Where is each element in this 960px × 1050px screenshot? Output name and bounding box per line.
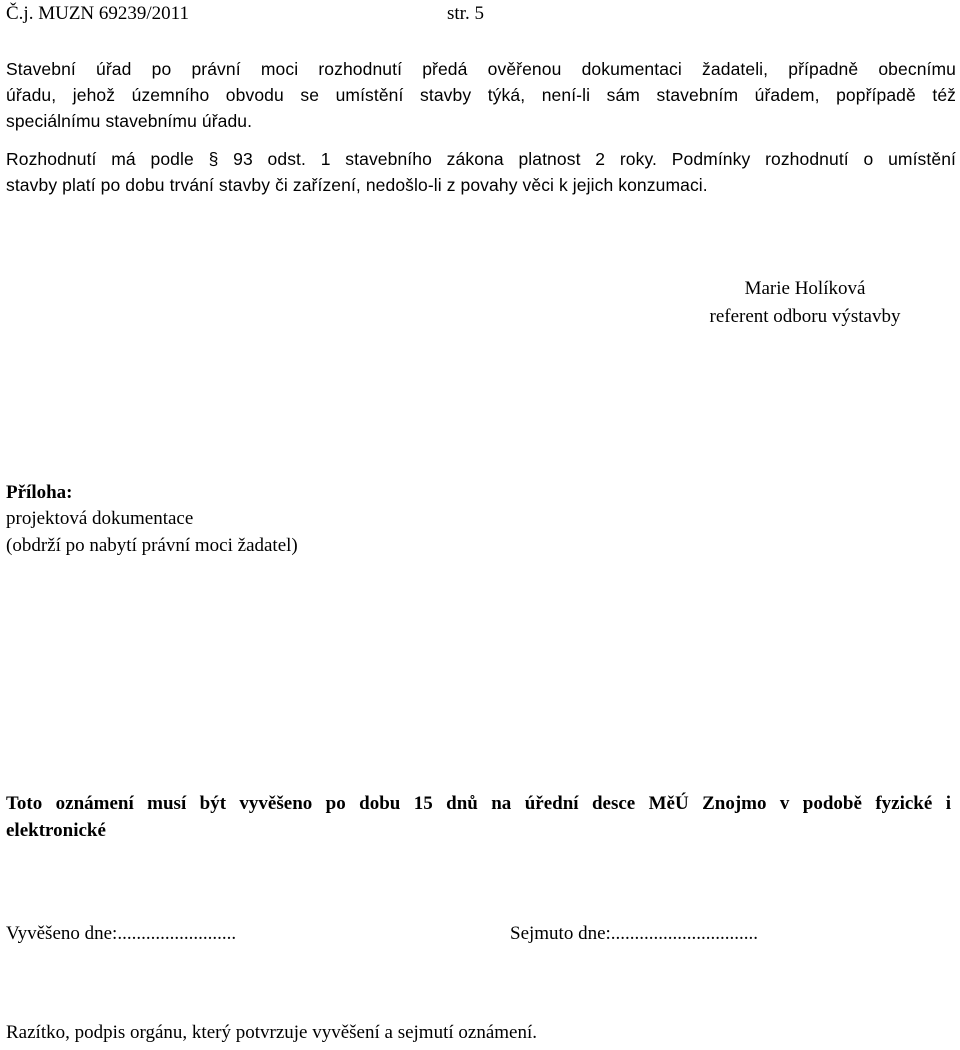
reference-number: Č.j. MUZN 69239/2011	[6, 3, 189, 24]
posted-date-field: Vyvěšeno dne:.........................	[6, 923, 237, 944]
paragraph-validity	[6, 146, 956, 198]
signatory-name: Marie Holíková	[744, 278, 866, 299]
signatory-role: referent odboru výstavby	[709, 306, 901, 327]
paragraph-line: Rozhodnutí má podle § 93 odst. 1 stavebního zákona platnost 2 roky. Podmínky rozhodnutí o umístění	[6, 149, 956, 169]
paragraph-line: Stavební úřad po právní moci rozhodnutí předá ověřenou dokumentaci žadateli, případně obecnímu	[6, 59, 956, 79]
posting-notice	[6, 790, 951, 844]
paragraph-line: speciálnímu stavebnímu úřadu.	[6, 111, 253, 131]
attachment-note: (obdrží po nabytí právní moci žadatel)	[6, 535, 298, 556]
paragraph-line: úřadu, jehož územního obvodu se umístění stavby týká, není-li sám stavebním úřadem, popřípadě též	[6, 85, 956, 105]
notice-line: elektronické	[6, 820, 106, 841]
attachment-title: Příloha:	[6, 482, 73, 503]
stamp-signature-note: Razítko, podpis orgánu, který potvrzuje vyvěšení a sejmutí oznámení.	[6, 1022, 537, 1043]
paragraph-line: stavby platí po dobu trvání stavby či zařízení, nedošlo-li z povahy věci k jejich konzumaci.	[6, 175, 708, 195]
notice-line: Toto oznámení musí být vyvěšeno po dobu 15 dnů na úřední desce MěÚ Znojmo v podobě fyzické i	[6, 793, 951, 814]
removed-date-field: Sejmuto dne:...............................	[510, 923, 759, 944]
page-number: str. 5	[447, 3, 484, 24]
paragraph-handover	[6, 56, 956, 134]
attachment-item: projektová dokumentace	[6, 508, 194, 529]
